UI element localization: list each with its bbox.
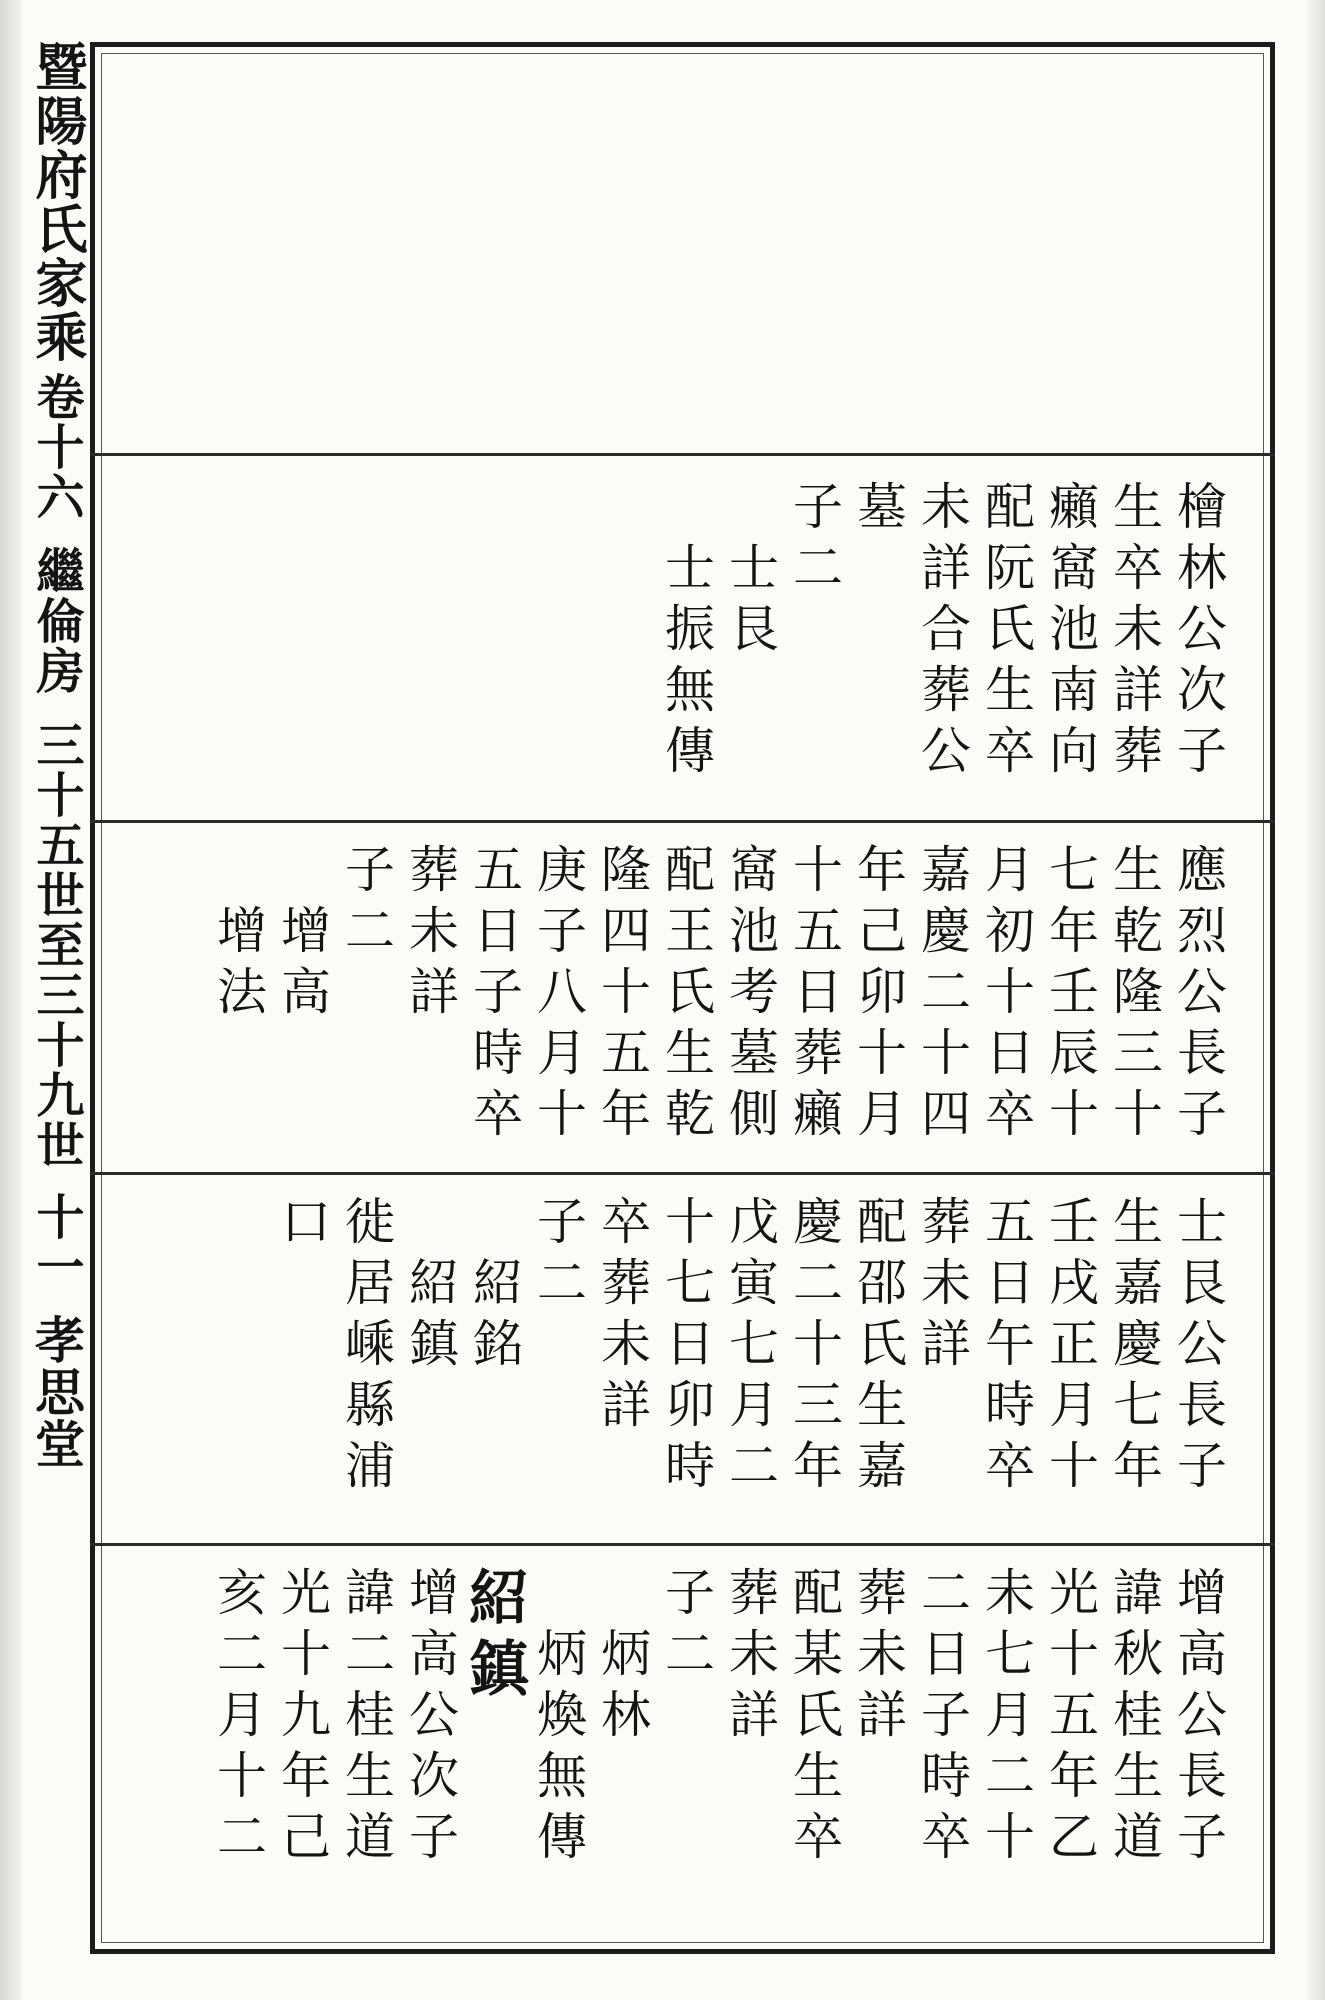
entry-column: 徙居嵊縣浦 [337,1195,395,1500]
entry-column: 慶二十三年 [785,1195,843,1500]
entry-column: 十五日葬癩 [785,843,843,1148]
entry-column: 光十九年己 [273,1566,331,1871]
entry-column: 紹鎮 [401,1195,459,1378]
entry-column: 葬未詳 [849,1566,907,1749]
entry-column: 檜林公次子 [1169,480,1227,785]
entry-column: 未七月二十 [977,1566,1035,1871]
entry-column: 葬未詳 [401,843,459,1026]
header-blank-cell [95,47,1270,455]
entry-column: 士艮公長子 [1169,1195,1227,1500]
entry-column: 炳林 [593,1566,651,1749]
volume-label: 卷十六 [28,372,84,522]
entry-section-3 [95,1195,1270,1545]
entry-heading: 紹鎮 [459,1566,529,1708]
entry-column: 戊寅七月二 [721,1195,779,1500]
entry-column: 子二 [529,1195,587,1317]
book-title: 暨陽府氏家乘 [26,40,87,364]
entry-section-2 [95,843,1270,1173]
entry-column: 子二 [657,1566,715,1688]
entry-column: 子二 [785,480,843,602]
entry-column: 諱二桂生道 [337,1566,395,1871]
entry-column: 增法 [209,843,267,1026]
entry-column: 增高 [273,843,331,1026]
entry-column: 窩池考墓側 [721,843,779,1148]
entry-column: 葬未詳 [913,1195,971,1378]
generation-range: 三十五世至三十九世 [28,720,84,1170]
entry-column: 未詳合葬公 [913,480,971,785]
entry-column: 十七日卯時 [657,1195,715,1500]
entry-column: 增高公長子 [1169,1566,1227,1871]
entry-column: 子二 [337,843,395,965]
entry-column: 五日午時卒 [977,1195,1035,1500]
entry-column: 生乾隆三十 [1105,843,1163,1148]
entry-column: 癩窩池南向 [1041,480,1099,785]
entry-column: 墓 [849,480,907,541]
margin-column [24,40,88,1960]
entry-column: 配王氏生乾 [657,843,715,1148]
entry-column: 庚子八月十 [529,843,587,1148]
entry-column: 士艮 [721,480,779,663]
entry-column: 生嘉慶七年 [1105,1195,1163,1500]
entry-column: 炳煥無傳 [529,1566,587,1871]
entry-section-4 [95,1566,1270,1946]
row-divider [90,453,1275,456]
page-number: 十一 [28,1192,84,1292]
entry-column: 亥二月十二 [209,1566,267,1871]
entry-column: 卒葬未詳 [593,1195,651,1439]
entry-column: 口 [273,1195,331,1256]
entry-column: 壬戌正月十 [1041,1195,1099,1500]
entry-column: 配阮氏生卒 [977,480,1035,785]
entry-column: 諱秋桂生道 [1105,1566,1163,1871]
entry-column: 應烈公長子 [1169,843,1227,1148]
entry-column: 隆四十五年 [593,843,651,1148]
entry-section-1 [95,480,1270,820]
branch-label: 繼倫房 [28,546,84,696]
entry-column: 嘉慶二十四 [913,843,971,1148]
entry-column: 配某氏生卒 [785,1566,843,1871]
entry-column: 紹銘 [465,1195,523,1378]
entry-column: 月初十日卒 [977,843,1035,1148]
page-right-edge [1307,0,1325,2000]
entry-column: 生卒未詳葬 [1105,480,1163,785]
entry-column: 五日子時卒 [465,843,523,1148]
entry-column: 增高公次子 [401,1566,459,1871]
page-left-edge [0,0,22,2000]
row-divider [90,820,1275,823]
entry-column: 配邵氏生嘉 [849,1195,907,1500]
entry-column: 七年壬辰十 [1041,843,1099,1148]
entry-column: 士振無傳 [657,480,715,785]
entry-column: 光十五年乙 [1041,1566,1099,1871]
entry-column: 年己卯十月 [849,843,907,1148]
entry-column: 二日子時卒 [913,1566,971,1871]
entry-column: 葬未詳 [721,1566,779,1749]
hall-name: 孝思堂 [27,1314,86,1470]
